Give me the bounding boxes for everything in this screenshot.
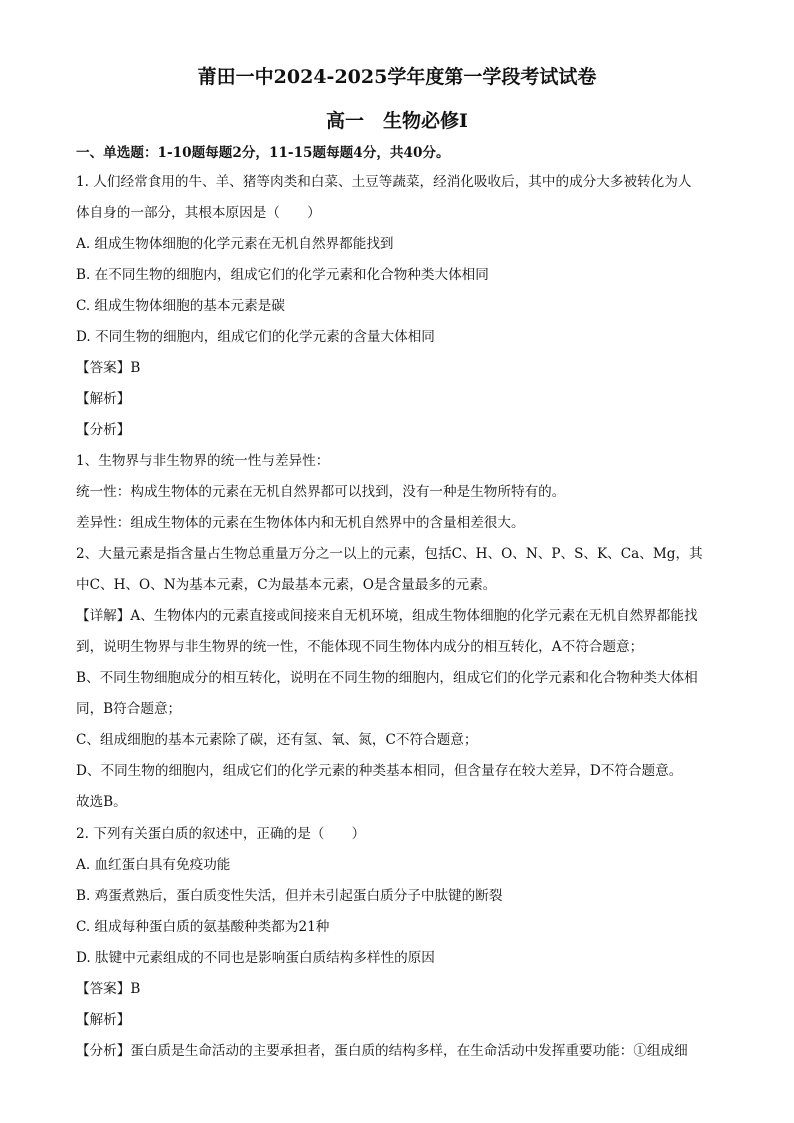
q1-option-c: C. 组成生物体细胞的基本元素是碳 bbox=[76, 298, 285, 314]
q1-analysis-line: 2、大量元素是指含量占生物总重量万分之一以上的元素，包括C、H、O、N、P、S、K、Ca、Mg，其 bbox=[76, 546, 703, 562]
q1-analysis-label: 【分析】 bbox=[76, 422, 131, 438]
q2-option-a: A. 血红蛋白具有免疫功能 bbox=[76, 857, 231, 873]
q1-stem-line-2: 体自身的一部分，其根本原因是（ ） bbox=[76, 205, 321, 221]
q2-answer: 【答案】B bbox=[76, 981, 141, 997]
q1-option-b: B. 在不同生物的细胞内，组成它们的化学元素和化合物种类大体相同 bbox=[76, 267, 489, 283]
q2-option-c: C. 组成每种蛋白质的氨基酸种类都为21种 bbox=[76, 919, 330, 935]
q2-option-d: D. 肽键中元素组成的不同也是影响蛋白质结构多样性的原因 bbox=[76, 950, 435, 966]
q1-answer: 【答案】B bbox=[76, 360, 141, 376]
q1-option-d: D. 不同生物的细胞内，组成它们的化学元素的含量大体相同 bbox=[76, 329, 435, 345]
q2-stem: 2. 下列有关蛋白质的叙述中，正确的是（ ） bbox=[76, 826, 366, 842]
document-subtitle: 高一 生物必修Ⅰ bbox=[326, 110, 468, 132]
q1-stem-line-1: 1. 人们经常食用的牛、羊、猪等肉类和白菜、土豆等蔬菜，经消化吸收后，其中的成分大多被转化为人 bbox=[76, 174, 692, 190]
q1-explanation-label: 【解析】 bbox=[76, 391, 131, 407]
q1-analysis-line: 差异性：组成生物体的元素在生物体体内和无机自然界中的含量相差很大。 bbox=[76, 515, 525, 531]
q1-detail-line: D、不同生物的细胞内，组成它们的化学元素的种类基本相同，但含量存在较大差异，D不符合题意。 bbox=[76, 763, 683, 779]
document-title: 莆田一中2024-2025学年度第一学段考试试卷 bbox=[197, 66, 597, 88]
q2-analysis-line: 【分析】蛋白质是生命活动的主要承担者，蛋白质的结构多样，在生命活动中发挥重要功能：①组成细 bbox=[76, 1043, 688, 1059]
q1-detail-line: 同，B符合题意； bbox=[76, 701, 182, 717]
q1-analysis-line: 中C、H、O、N为基本元素，C为最基本元素，O是含量最多的元素。 bbox=[76, 577, 497, 593]
q1-option-a: A. 组成生物体细胞的化学元素在无机自然界都能找到 bbox=[76, 236, 394, 252]
q1-analysis-line: 统一性：构成生物体的元素在无机自然界都可以找到，没有一种是生物所特有的。 bbox=[76, 484, 566, 500]
q1-conclusion: 故选B。 bbox=[76, 794, 127, 810]
q1-detail-line: B、不同生物细胞成分的相互转化，说明在不同生物的细胞内，组成它们的化学元素和化合物种类大体相 bbox=[76, 670, 698, 686]
q1-detail-line: C、组成细胞的基本元素除了碳，还有氢、氧、氮，C不符合题意； bbox=[76, 732, 478, 748]
q1-detail-line: 【详解】A、生物体内的元素直接或间接来自无机环境，组成生物体细胞的化学元素在无机自然界都能找 bbox=[76, 608, 698, 624]
q2-explanation-label: 【解析】 bbox=[76, 1012, 131, 1028]
section-heading: 一、单选题：1-10题每题2分，11-15题每题4分，共40分。 bbox=[76, 145, 450, 161]
q1-detail-line: 到，说明生物界与非生物界的统一性，不能体现不同生物体内成分的相互转化，A不符合题意； bbox=[76, 639, 644, 655]
q2-option-b: B. 鸡蛋煮熟后，蛋白质变性失活，但并未引起蛋白质分子中肽键的断裂 bbox=[76, 888, 503, 904]
q1-analysis-line: 1、生物界与非生物界的统一性与差异性： bbox=[76, 453, 330, 469]
